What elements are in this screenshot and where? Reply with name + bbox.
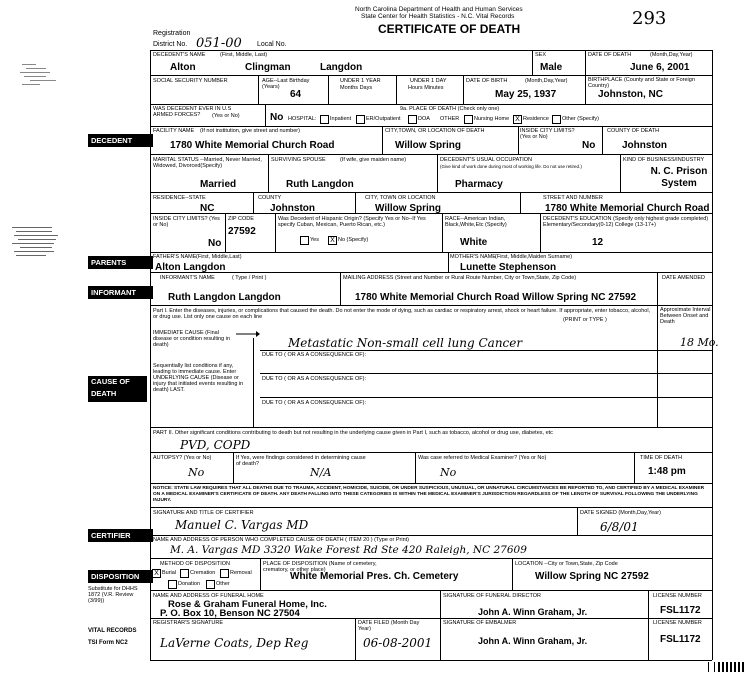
ssn-label: SOCIAL SECURITY NUMBER bbox=[153, 78, 228, 84]
dob-hint: (Month,Day,Year) bbox=[525, 78, 568, 84]
father-hint: (First, Middle,Last) bbox=[196, 254, 242, 260]
residence-county-label: COUNTY bbox=[258, 195, 282, 201]
certifier-signature: Manuel C. Vargas MD bbox=[175, 518, 309, 532]
residence-inside-value: No bbox=[208, 238, 222, 249]
license-label-2: LICENSE NUMBER bbox=[653, 620, 702, 626]
street-label: STREET AND NUMBER bbox=[543, 195, 603, 201]
registrar-signature: LaVerne Coats, Dep Reg bbox=[160, 636, 309, 650]
birthplace-label: BIRTHPLACE (County and State or Foreign Country) bbox=[588, 77, 695, 89]
date-signed-value: 6/8/01 bbox=[600, 520, 639, 534]
residence-city-value: Willow Spring bbox=[375, 203, 442, 214]
part1-instructions: Part I. Enter the diseases, injuries, or complications that caused the death. Do not enter the mode of dying, such as cardiac or respiratory arrest, shock or heart failure. If appropriate, enter tobacco, alcohol, or drug use. List only one cause on each line bbox=[153, 308, 651, 320]
dod-value: June 6, 2001 bbox=[630, 62, 690, 73]
section-disposition: DISPOSITION bbox=[88, 570, 153, 583]
hispanic-label: Was Decedent of Hispanic Origin? (Specify Yes or No--If Yes specify Cuban, Mexican, Puerto Rican, etc.) bbox=[278, 216, 426, 228]
due-to-label-c: DUE TO ( OR AS A CONSEQUENCE OF): bbox=[262, 376, 367, 382]
education-label: DECEDENT'S EDUCATION (Specify only highest grade completed) Elementary/Secondary(0-12) College (13-17+) bbox=[543, 216, 709, 228]
hispanic-yes-checkbox[interactable] bbox=[300, 236, 309, 245]
date-filed-label: DATE FILED (Month Day Year) bbox=[358, 620, 420, 632]
marital-label: MARITAL STATUS --Married, Never Married, Widowed, Divorced(Specify) bbox=[153, 157, 262, 169]
embalmer-label: SIGNATURE OF EMBALMER bbox=[443, 620, 517, 626]
armed-forces-label: WAS DECEDENT EVER IN U.S ARMED FORCES? bbox=[153, 106, 232, 118]
agency-line-2: State Center for Health Statistics - N.C. Vital Records bbox=[361, 13, 515, 20]
armed-forces-hint: (Yes or No) bbox=[212, 113, 240, 119]
hispanic-no-label: No (Specify) bbox=[338, 237, 369, 243]
disposition-place-value: White Memorial Pres. Ch. Cemetery bbox=[290, 571, 459, 582]
funeral-director-value: John A. Winn Graham, Jr. bbox=[478, 607, 588, 617]
other-disposition-checkbox[interactable] bbox=[206, 580, 215, 589]
certifier-signature-label: SIGNATURE AND TITLE OF CERTIFIER bbox=[153, 510, 254, 516]
funeral-home-label: NAME AND ADDRESS OF FUNERAL HOME bbox=[153, 593, 264, 599]
scan-noise-top bbox=[20, 60, 60, 100]
father-label: FATHER'S NAME bbox=[153, 254, 197, 260]
decedent-name-hint: (First, Middle, Last) bbox=[220, 52, 268, 58]
section-cause: CAUSE OF DEATH bbox=[88, 376, 147, 402]
license-value-2: FSL1172 bbox=[660, 634, 701, 645]
part2-instructions: PART II. Other significant conditions contributing to death but not resulting in the underlying cause given in Part I, such as tobacco, alcohol or drug use, diabetes, etc bbox=[153, 430, 553, 436]
occupation-hint: (Give kind of work done during most of working life. Do not use retired.) bbox=[440, 164, 582, 169]
funeral-home-name: Rose & Graham Funeral Home, Inc. bbox=[168, 599, 327, 610]
interval-label: Approximate Interval Between Onset and Death bbox=[660, 307, 711, 325]
scan-noise-mid bbox=[12, 225, 60, 265]
tsi-form-label: TSI Form NC2 bbox=[88, 640, 128, 646]
serial-number: 293 bbox=[632, 8, 667, 29]
funeral-home-address: P. O. Box 10, Benson NC 27504 bbox=[160, 608, 300, 619]
nursing-label: Nursing Home bbox=[474, 116, 510, 122]
registration-label: Registration bbox=[153, 30, 191, 37]
burial-checkbox[interactable]: X bbox=[152, 569, 161, 578]
spouse-value: Ruth Langdon bbox=[286, 179, 354, 190]
date-filed-value: 06-08-2001 bbox=[363, 636, 433, 650]
burial-label: Burial bbox=[162, 570, 177, 576]
er-label: ER/Outpatient bbox=[366, 116, 401, 122]
completer-label: NAME AND ADDRESS OF PERSON WHO COMPLETED CAUSE OF DEATH ( ITEM 20 ) (Type or Print) bbox=[153, 537, 409, 543]
father-value: Alton Langdon bbox=[155, 262, 226, 273]
doa-label: DOA bbox=[418, 116, 430, 122]
sex-value: Male bbox=[540, 62, 563, 73]
time-value: 1:48 pm bbox=[648, 466, 686, 477]
time-label: TIME OF DEATH bbox=[640, 455, 683, 461]
facility-label: FACILITY NAME bbox=[153, 128, 195, 134]
local-label: Local No. bbox=[257, 41, 287, 48]
place-of-death-label: 9a. PLACE OF DEATH (Check only one) bbox=[400, 106, 500, 112]
informant-name-label: INFORMANT'S NAME bbox=[160, 275, 215, 281]
autopsy-label: AUTOPSY? (Yes or No) bbox=[153, 455, 212, 461]
arrow-icon bbox=[236, 330, 260, 338]
due-to-label-b: DUE TO ( OR AS A CONSEQUENCE OF): bbox=[262, 352, 367, 358]
interval-value: 18 Mo. bbox=[680, 336, 719, 349]
other-disposition-label: Other bbox=[216, 581, 230, 587]
death-city-value: Willow Spring bbox=[395, 140, 462, 151]
residence-state-value: NC bbox=[200, 203, 215, 214]
findings-label: If Yes, were findings considered in determining cause of death? bbox=[236, 455, 366, 467]
zip-label: ZIP CODE bbox=[228, 216, 254, 222]
notice-text: NOTICE: STATE LAW REQUIRES THAT ALL DEATHS DUE TO TRAUMA, ACCIDENT, HOMICIDE, SUICIDE, OR UNDER SUSPICIOUS, UNUSUAL, OR UNNATURAL CIRCUMSTANCES BE REPORTED TO, AND CERTIFIED BY A MEDICAL EXAMINER ON A MEDICAL EXAMINER'S CERTIFICATE OF DEATH. ANY DEATH FALLING INTO THESE CATEGORIES IS WITHIN THE MEDICAL EXAMINER'S JURISDICTION REGARDLESS OF THE LENGTH OF SURVIVAL FOLLOWING THE UNDERLYING INJURY. bbox=[153, 486, 705, 503]
decedent-name-label: DECEDENT'S NAME bbox=[153, 52, 206, 58]
spouse-hint: (If wife, give maiden name) bbox=[340, 157, 407, 163]
inpatient-checkbox[interactable] bbox=[320, 115, 329, 124]
doa-checkbox[interactable] bbox=[408, 115, 417, 124]
page-title: CERTIFICATE OF DEATH bbox=[378, 22, 521, 36]
due-to-label-d: DUE TO ( OR AS A CONSEQUENCE OF): bbox=[262, 400, 367, 406]
residence-checkbox[interactable]: X bbox=[513, 115, 522, 124]
examiner-label: Was case referred to Medical Examiner? (Yes or No) bbox=[418, 455, 547, 461]
part2-value: PVD, COPD bbox=[180, 438, 251, 452]
nursing-checkbox[interactable] bbox=[464, 115, 473, 124]
decedent-first-name: Alton bbox=[170, 62, 196, 73]
business-value: N. C. Prison System bbox=[650, 166, 708, 189]
license-value-1: FSL1172 bbox=[660, 605, 701, 616]
immediate-cause-label: IMMEDIATE CAUSE (Final disease or condition resulting in death) bbox=[153, 330, 231, 348]
decedent-middle-name: Clingman bbox=[245, 62, 291, 73]
section-informant: INFORMANT bbox=[88, 286, 153, 299]
residence-city-label: CITY, TOWN OR LOCATION bbox=[365, 195, 436, 201]
street-value: 1780 White Memorial Church Road bbox=[545, 203, 710, 214]
vital-records-label: VITAL RECORDS bbox=[88, 628, 137, 634]
findings-value: N/A bbox=[310, 466, 332, 479]
sex-label: SEX bbox=[535, 52, 547, 58]
death-county-label: COUNTY OF DEATH bbox=[607, 128, 660, 134]
armed-forces-value: No bbox=[270, 112, 284, 123]
district-number: 051-00 bbox=[196, 36, 242, 51]
inside-limits-value: No bbox=[582, 140, 596, 151]
dod-hint: (Month,Day,Year) bbox=[650, 52, 693, 58]
mother-value: Lunette Stephenson bbox=[460, 262, 557, 273]
decedent-last-name: Langdon bbox=[320, 62, 363, 73]
section-certifier: CERTIFIER bbox=[88, 529, 153, 542]
cremation-checkbox[interactable] bbox=[180, 569, 189, 578]
other-label: OTHER bbox=[440, 116, 460, 122]
informant-name-value: Ruth Langdon Langdon bbox=[168, 292, 281, 303]
occupation-label: DECEDENT'S USUAL OCCUPATION bbox=[440, 157, 533, 163]
inside-limits-label: INSIDE CITY LIMITS? (Yes or No) bbox=[520, 128, 575, 140]
agency-line-1: North Carolina Department of Health and Human Services bbox=[355, 6, 523, 13]
facility-hint: (If not institution, give street and number) bbox=[200, 128, 300, 134]
hours-minutes-label: Hours Minutes bbox=[408, 85, 444, 91]
zip-value: 27592 bbox=[228, 226, 256, 237]
substitute-note: Substitute for DHHS 1872 (V.R. Review (3/99)) bbox=[88, 586, 138, 604]
mother-hint: (First, Middle,Maiden Surname) bbox=[495, 254, 573, 260]
education-value: 12 bbox=[592, 237, 604, 248]
informant-address-value: 1780 White Memorial Church Road Willow Spring NC 27592 bbox=[355, 292, 637, 303]
disposition-location-value: Willow Spring NC 27592 bbox=[535, 571, 649, 582]
section-decedent: DECEDENT bbox=[88, 134, 153, 147]
under-day-label: UNDER 1 DAY bbox=[410, 78, 447, 84]
disposition-place-label: PLACE OF DISPOSITION (Name of cemetery, crematory, or other place) bbox=[263, 561, 377, 573]
other-place-checkbox[interactable] bbox=[552, 115, 561, 124]
business-label: KIND OF BUSINESS/INDUSTRY bbox=[623, 157, 705, 163]
removal-label: Removal bbox=[230, 570, 252, 576]
er-checkbox[interactable] bbox=[356, 115, 365, 124]
occupation-value: Pharmacy bbox=[455, 179, 503, 190]
residence-inside-label: INSIDE CITY LIMITS? (Yes or No) bbox=[153, 216, 220, 228]
autopsy-value: No bbox=[188, 466, 205, 479]
hospital-label: HOSPITAL: bbox=[288, 116, 317, 122]
embalmer-value: John A. Winn Graham, Jr. bbox=[478, 636, 588, 646]
section-parents: PARENTS bbox=[88, 256, 153, 269]
age-value: 64 bbox=[290, 89, 302, 100]
death-county-value: Johnston bbox=[622, 140, 667, 151]
residence-county-value: Johnston bbox=[270, 203, 315, 214]
removal-checkbox[interactable] bbox=[220, 569, 229, 578]
donation-label: Donation bbox=[178, 581, 201, 587]
district-label: District No. bbox=[153, 41, 188, 48]
residence-label: Residence bbox=[523, 116, 549, 122]
facility-value: 1780 White Memorial Church Road bbox=[170, 140, 335, 151]
dob-value: May 25, 1937 bbox=[495, 89, 557, 100]
residence-state-label: RESIDENCE--STATE bbox=[153, 195, 206, 201]
months-days-label: Months Days bbox=[340, 85, 373, 91]
dob-label: DATE OF BIRTH bbox=[466, 78, 508, 84]
examiner-value: No bbox=[440, 466, 457, 479]
barcode-icon bbox=[708, 662, 748, 672]
hispanic-yes-label: Yes bbox=[310, 237, 319, 243]
age-label: AGE--Last Birthday (Years) bbox=[262, 78, 310, 90]
spouse-label: SURVIVING SPOUSE bbox=[271, 157, 326, 163]
license-label-1: LICENSE NUMBER bbox=[653, 593, 702, 599]
date-amended-label: DATE AMENDED bbox=[662, 275, 705, 281]
left-border bbox=[150, 50, 151, 660]
registrar-label: REGISTRAR'S SIGNATURE bbox=[153, 620, 224, 626]
under-year-label: UNDER 1 YEAR bbox=[340, 78, 381, 84]
right-border bbox=[712, 50, 713, 660]
marital-value: Married bbox=[200, 179, 237, 190]
sequential-label: Sequentially list conditions if any, leading to immediate cause. Enter UNDERLYING CAUSE (Disease or injury that initiated events resulting in death) LAST. bbox=[153, 363, 244, 393]
race-value: White bbox=[460, 237, 488, 248]
donation-checkbox[interactable] bbox=[168, 580, 177, 589]
cremation-label: Cremation bbox=[190, 570, 216, 576]
mother-label: MOTHER'S NAME bbox=[450, 254, 496, 260]
date-signed-label: DATE SIGNED (Month,Day,Year) bbox=[580, 510, 661, 516]
informant-address-label: MAILING ADDRESS (Street and Number or Rural Route Number, City or Town,State, Zip Code) bbox=[343, 275, 577, 281]
immediate-cause-value: Metastatic Non-small cell lung Cancer bbox=[288, 336, 523, 350]
print-type-label: (PRINT or TYPE ) bbox=[563, 317, 607, 323]
birthplace-value: Johnston, NC bbox=[598, 89, 663, 100]
informant-name-hint: ( Type / Print ) bbox=[232, 275, 267, 281]
completer-value: M. A. Vargas MD 3320 Wake Forest Rd Ste 420 Raleigh, NC 27609 bbox=[170, 544, 527, 556]
dod-label: DATE OF DEATH bbox=[588, 52, 632, 58]
race-label: RACE--American Indian, Black,White,Etc (Specify) bbox=[445, 216, 507, 228]
inpatient-label: Inpatient bbox=[330, 116, 352, 122]
disposition-method-label: METHOD OF DISPOSITION bbox=[160, 561, 230, 567]
funeral-director-label: SIGNATURE OF FUNERAL DIRECTOR bbox=[443, 593, 541, 599]
disposition-location-label: LOCATION --City or Town,State, Zip Code bbox=[515, 561, 618, 567]
other-place-label: Other (Specify) bbox=[562, 116, 599, 122]
hispanic-no-checkbox[interactable]: X bbox=[328, 236, 337, 245]
death-city-label: CITY,TOWN, OR LOCATION OF DEATH bbox=[385, 128, 485, 134]
